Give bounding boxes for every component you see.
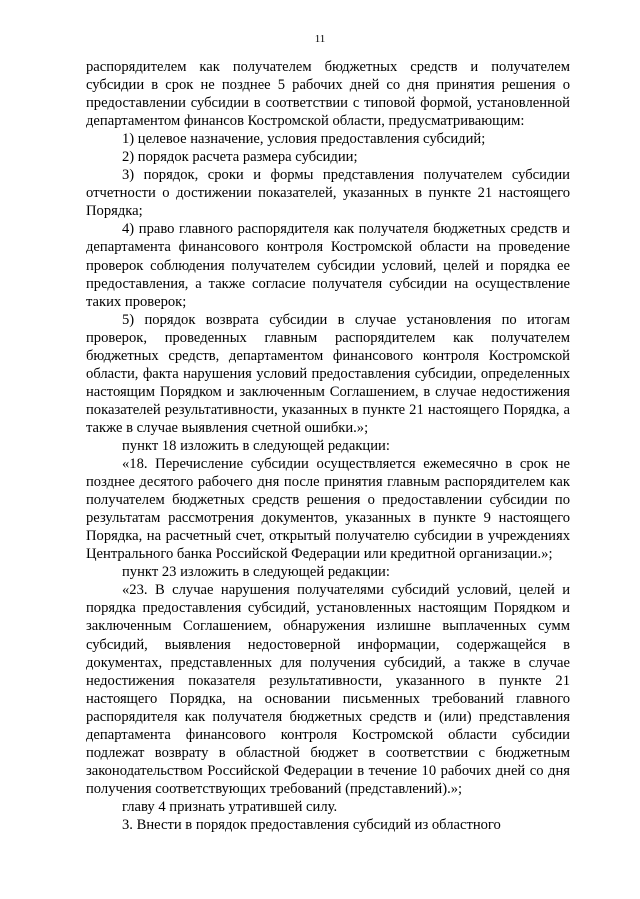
clause-18: «18. Перечисление субсидии осуществляется ежемесячно в срок не позднее десятого рабочего дня после принятия главным распорядителем как получателем бюджетных средств решения о предоставлении субсидии по результатам рассмотрения документов, указанных в пункте 9 настоящего Порядка, на расчетный счет, открытый получателю субсидии в учреждениях Центрального банка Российской Федерации или кредитной организации.»;: [86, 456, 570, 563]
list-item-2: 2) порядок расчета размера субсидии;: [122, 149, 358, 166]
amendment-intro-18: пункт 18 изложить в следующей редакции:: [122, 437, 390, 454]
item-3-start: 3. Внести в порядок предоставления субсидий из областного: [122, 816, 501, 833]
page-number: 11: [314, 33, 326, 45]
list-item-4: 4) право главного распорядителя как получателя бюджетных средств и департамента финансового контроля Костромской области на проведение проверок соблюдения получателем субсидии условий, целей и порядка ее предоставления, а также согласие получателя субсидии на осуществление таких проверок;: [86, 221, 570, 310]
list-item-1: 1) целевое назначение, условия предоставления субсидий;: [122, 131, 486, 148]
list-item-3: 3) порядок, сроки и формы представления получателем субсидии отчетности о достижении показателей, указанных в пункте 21 настоящего Порядка;: [86, 167, 570, 220]
chapter-4-repeal: главу 4 признать утратившей силу.: [122, 798, 338, 815]
paragraph-continuation: распорядителем как получателем бюджетных средств и получателем субсидии в срок не позднее 5 рабочих дней со дня принятия решения о предоставлении субсидии в соответствии с типовой формой, установленной департаментом финансов Костромской области, предусматривающим:: [86, 59, 570, 130]
document-body: [86, 58, 570, 834]
clause-23: «23. В случае нарушения получателями субсидий условий, целей и порядка предоставления субсидий, установленных настоящим Порядком и заключенным Соглашением, обнаружения излишне выплаченных сумм субсидий, выявления недостоверной информации, содержащейся в документах, представленных для получения субсидий, а также в случае недостижения показателя результативности, указанного в пункте 21 настоящего Порядка, на основании письменных требований главного распорядителя как получателя бюджетных средств и (или) представления департамента финансового контроля Костромской области субсидии подлежат возврату в областной бюджет в соответствии с бюджетным законодательством Российской Федерации в течение 10 рабочих дней со дня получения соответствующих требований (представлений).»;: [86, 582, 570, 797]
amendment-intro-23: пункт 23 изложить в следующей редакции:: [122, 564, 390, 581]
list-item-5: 5) порядок возврата субсидии в случае установления по итогам проверок, проведенных главным распорядителем как получателем бюджетных средств, департаментом финансового контроля Костромской области, факта нарушения условий предоставления субсидии, определенных настоящим Порядком и заключенным Соглашением, в случае недостижения показателей результативности, указанных в пункте 21 настоящего Порядка, а также в случае выявления счетной ошибки.»;: [86, 311, 570, 436]
